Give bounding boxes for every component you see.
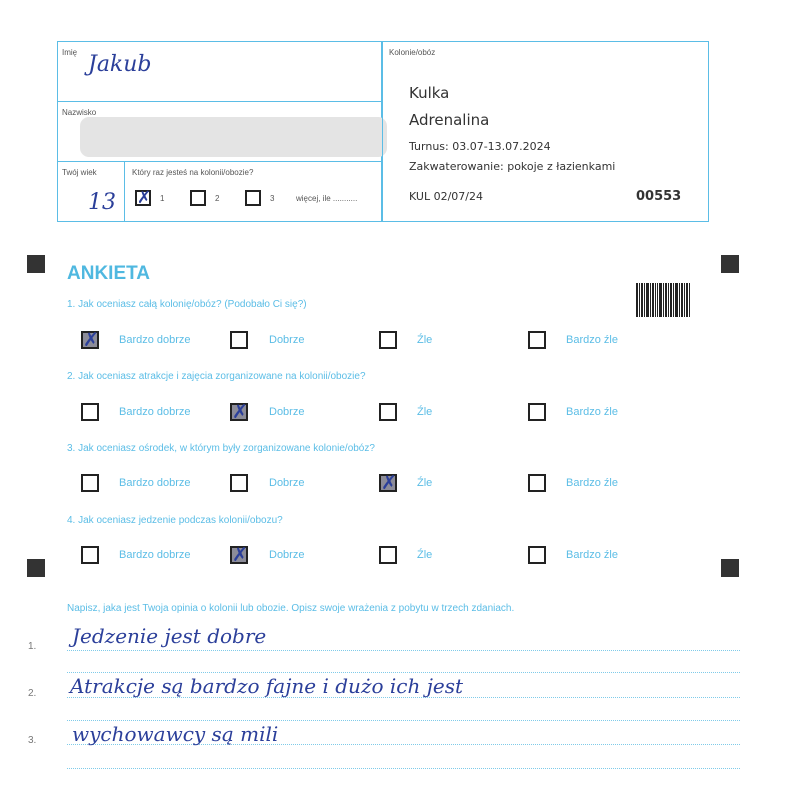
opinion-prompt: Napisz, jaka jest Twoja opinia o kolonii lub obozie. Opisz swoje wrażenia z pobytu w trzech zdaniach.: [67, 603, 515, 614]
question-text: 1. Jak oceniasz całą kolonię/obóz? (Podobało Ci się?): [67, 299, 307, 310]
registration-marker: [27, 559, 45, 577]
answer-line: [67, 768, 740, 769]
age-label: Twój wiek: [62, 168, 97, 177]
rating-checkbox[interactable]: [230, 403, 248, 421]
question-text: 4. Jak oceniasz jedzenie podczas kolonii/obozu?: [67, 515, 283, 526]
rating-checkbox[interactable]: [81, 474, 99, 492]
form-number: 00553: [636, 189, 682, 204]
answer-line: [67, 720, 740, 721]
camp-name-line-1: Kulka: [409, 84, 450, 102]
rating-checkbox[interactable]: [81, 546, 99, 564]
visit-count-checkbox-2[interactable]: [190, 190, 206, 206]
registration-marker: [27, 255, 45, 273]
rating-option-label: Bardzo dobrze: [119, 477, 191, 489]
rating-option-label: Dobrze: [269, 334, 305, 346]
rating-checkbox[interactable]: [379, 546, 397, 564]
rating-checkbox[interactable]: [81, 331, 99, 349]
rating-checkbox[interactable]: [528, 546, 546, 564]
rating-checkbox[interactable]: [528, 474, 546, 492]
visit-count-checkbox-1[interactable]: [135, 190, 151, 206]
rating-option-label: Bardzo źle: [566, 406, 618, 418]
camp-name-line-2: Adrenalina: [409, 111, 490, 129]
rating-checkbox[interactable]: [230, 546, 248, 564]
answer-number: 3.: [28, 735, 37, 746]
rating-checkbox[interactable]: [81, 403, 99, 421]
visit-count-option-more: więcej, ile ...........: [296, 194, 358, 203]
rating-option-label: Źle: [417, 406, 433, 418]
rating-checkbox[interactable]: [379, 474, 397, 492]
answer-line: [67, 650, 740, 651]
divider: [124, 161, 125, 221]
registration-marker: [721, 255, 739, 273]
visit-count-option-3: 3: [270, 194, 275, 203]
answer-text-3[interactable]: wychowawcy są mili: [72, 722, 279, 746]
rating-option-label: Bardzo dobrze: [119, 406, 191, 418]
rating-checkbox[interactable]: [528, 403, 546, 421]
rating-option-label: Bardzo źle: [566, 549, 618, 561]
question-text: 3. Jak oceniasz ośrodek, w którym były zorganizowane kolonie/obóz?: [67, 443, 375, 454]
redaction-bar: [80, 117, 387, 157]
divider: [57, 101, 382, 102]
answer-line: [67, 672, 740, 673]
rating-option-label: Źle: [417, 549, 433, 561]
visit-count-option-2: 2: [215, 194, 220, 203]
first-name-label: Imię: [62, 48, 78, 57]
rating-checkbox[interactable]: [230, 331, 248, 349]
rating-checkbox[interactable]: [379, 331, 397, 349]
visit-count-option-1: 1: [160, 194, 165, 203]
rating-option-label: Bardzo źle: [566, 477, 618, 489]
visit-count-label: Który raz jesteś na kolonii/obozie?: [132, 168, 254, 177]
answer-number: 2.: [28, 688, 37, 699]
rating-option-label: Źle: [417, 477, 433, 489]
rating-option-label: Bardzo dobrze: [119, 334, 191, 346]
rating-option-label: Bardzo źle: [566, 334, 618, 346]
first-name-value: Jakub: [88, 52, 152, 77]
rating-checkbox[interactable]: [230, 474, 248, 492]
registration-marker: [721, 559, 739, 577]
rating-option-label: Bardzo dobrze: [119, 549, 191, 561]
camp-accommodation: Zakwaterowanie: pokoje z łazienkami: [409, 160, 616, 173]
age-value: 13: [88, 190, 116, 215]
rating-option-label: Źle: [417, 334, 433, 346]
divider: [57, 161, 382, 162]
rating-checkbox[interactable]: [528, 331, 546, 349]
rating-checkbox[interactable]: [379, 403, 397, 421]
last-name-label: Nazwisko: [62, 108, 97, 117]
survey-title: ANKIETA: [67, 263, 151, 284]
rating-option-label: Dobrze: [269, 549, 305, 561]
camp-code: KUL 02/07/24: [409, 190, 483, 203]
rating-option-label: Dobrze: [269, 406, 305, 418]
camp-label: Kolonie/obóz: [389, 48, 436, 57]
answer-text-2[interactable]: Atrakcje są bardzo fajne i dużo ich jest: [70, 674, 464, 698]
answer-number: 1.: [28, 641, 37, 652]
answer-text-1[interactable]: Jedzenie jest dobre: [72, 624, 267, 648]
visit-count-checkbox-3[interactable]: [245, 190, 261, 206]
camp-turnus: Turnus: 03.07-13.07.2024: [409, 140, 551, 153]
rating-option-label: Dobrze: [269, 477, 305, 489]
barcode-icon: [636, 283, 690, 317]
question-text: 2. Jak oceniasz atrakcje i zajęcia zorganizowane na kolonii/obozie?: [67, 371, 366, 382]
